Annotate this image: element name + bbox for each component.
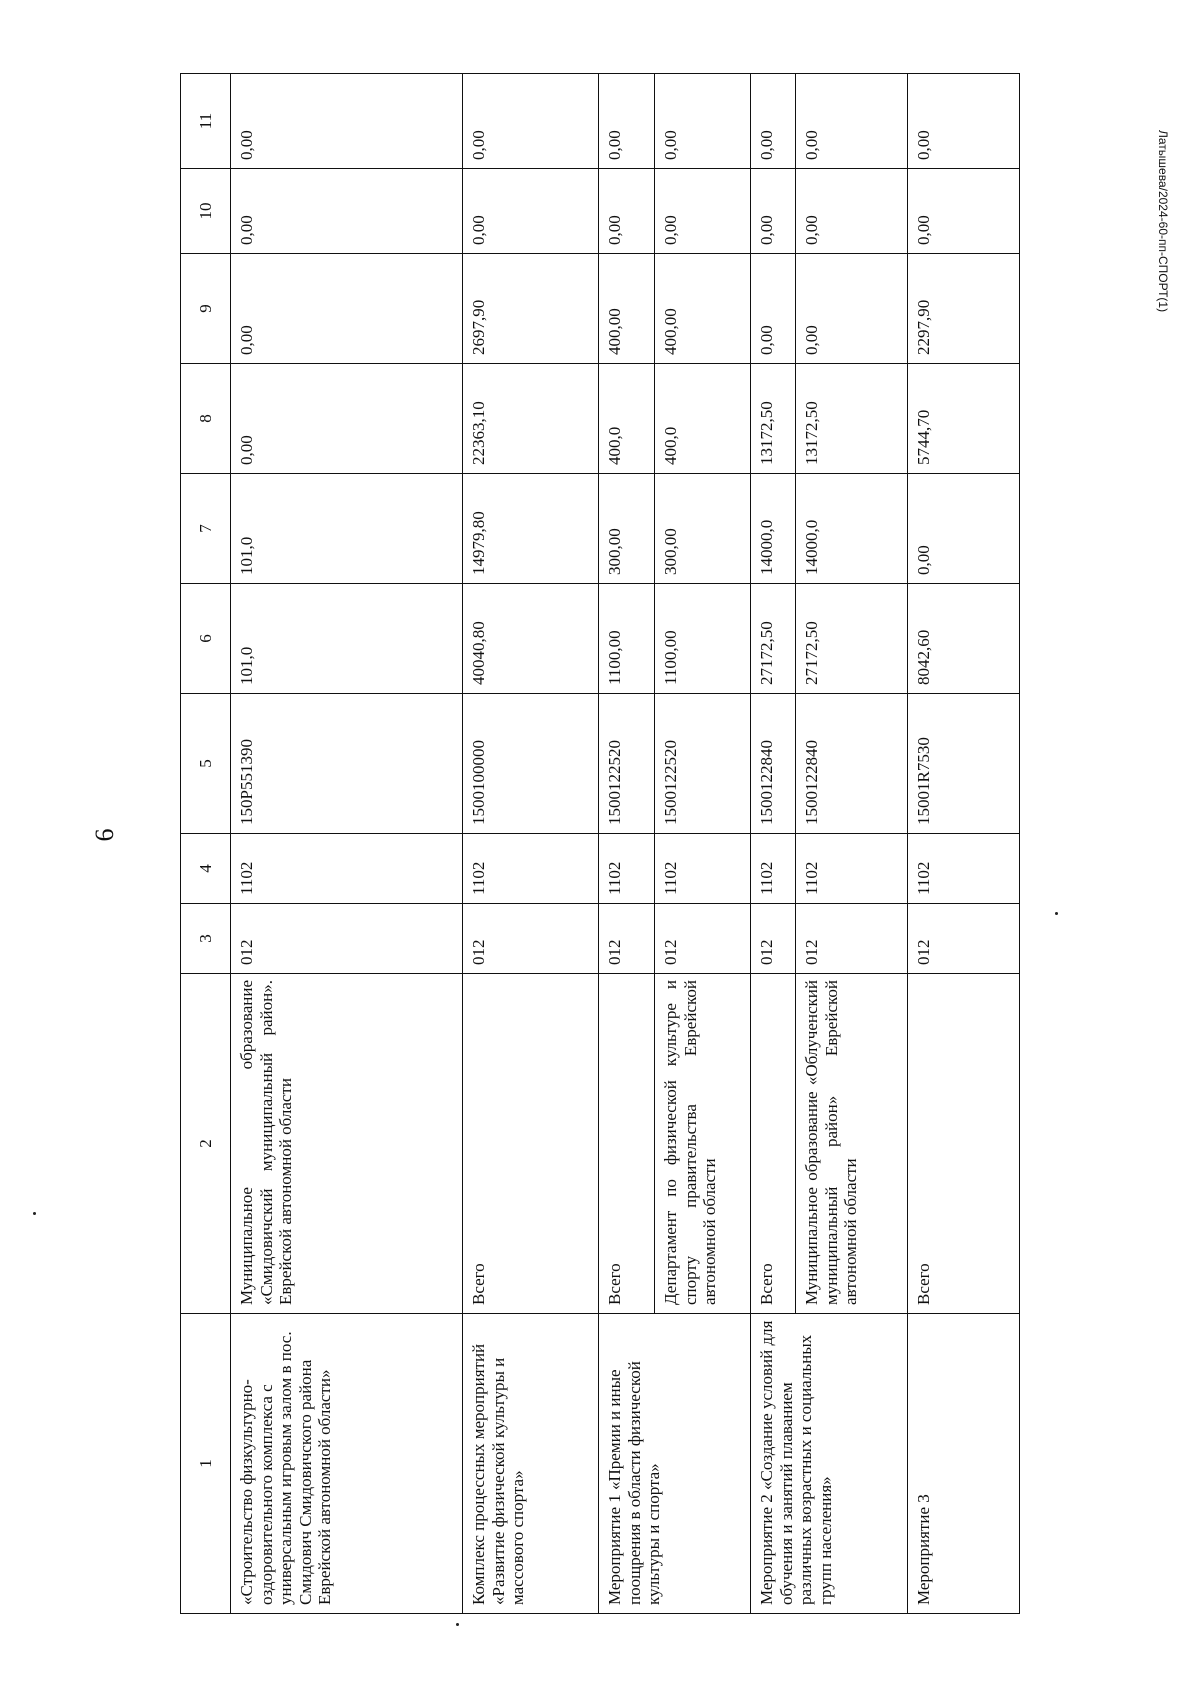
amount-cell: 5744,70 <box>908 364 1020 474</box>
scan-speck <box>33 1212 36 1215</box>
code-cell: 1102 <box>463 834 599 904</box>
amount-cell: 22363,10 <box>463 364 599 474</box>
code-cell: 150P551390 <box>231 694 463 834</box>
executor-cell: Всего <box>463 974 599 1314</box>
amount-cell: 0,00 <box>463 169 599 254</box>
amount-cell: 0,00 <box>751 74 796 169</box>
column-header: 5 <box>181 694 231 834</box>
amount-cell: 0,00 <box>908 74 1020 169</box>
code-cell: 012 <box>655 904 751 974</box>
amount-cell: 14979,80 <box>463 474 599 584</box>
table-row <box>463 74 599 1614</box>
amount-cell: 27172,50 <box>796 584 908 694</box>
amount-cell: 0,00 <box>463 74 599 169</box>
amount-cell: 101,0 <box>231 584 463 694</box>
amount-cell: 13172,50 <box>751 364 796 474</box>
activity-name-cell: «Строительство физкультурно-оздоровительного комплекса с универсальным игровым залом в пос. Смидович Смидовичского района Еврейской автономной области» <box>231 1314 463 1614</box>
code-cell: 1102 <box>599 834 655 904</box>
column-header: 1 <box>181 1314 231 1614</box>
amount-cell: 2297,90 <box>908 254 1020 364</box>
amount-cell: 101,0 <box>231 474 463 584</box>
column-header: 2 <box>181 974 231 1314</box>
executor-cell: Муниципальное образование «Смидовичский муниципальный район». Еврейской автономной области <box>231 974 463 1314</box>
code-cell: 012 <box>231 904 463 974</box>
amount-cell: 0,00 <box>231 364 463 474</box>
scan-speck <box>456 1623 459 1626</box>
amount-cell: 0,00 <box>655 74 751 169</box>
amount-cell: 2697,90 <box>463 254 599 364</box>
amount-cell: 0,00 <box>599 169 655 254</box>
code-cell: 1500122520 <box>655 694 751 834</box>
column-header: 7 <box>181 474 231 584</box>
amount-cell: 0,00 <box>796 169 908 254</box>
code-cell: 1500122840 <box>796 694 908 834</box>
executor-cell: Муниципальное образование «Облученский муниципальный район» Еврейской автономной области <box>796 974 908 1314</box>
table-row <box>599 74 655 1614</box>
code-cell: 1500122520 <box>599 694 655 834</box>
amount-cell: 400,0 <box>655 364 751 474</box>
executor-cell: Всего <box>599 974 655 1314</box>
amount-cell: 0,00 <box>796 254 908 364</box>
code-cell: 15001R7530 <box>908 694 1020 834</box>
column-header: 6 <box>181 584 231 694</box>
column-header: 4 <box>181 834 231 904</box>
table-row <box>751 74 796 1614</box>
amount-cell: 1100,00 <box>599 584 655 694</box>
amount-cell: 0,00 <box>751 169 796 254</box>
document-code: Латышева/2024-60-пп-СПОРТ(1) <box>1156 130 1170 313</box>
amount-cell: 0,00 <box>231 169 463 254</box>
amount-cell: 0,00 <box>655 169 751 254</box>
activity-name-cell: Комплекс процессных мероприятий «Развитие физической культуры и массового спорта» <box>463 1314 599 1614</box>
column-header: 10 <box>181 169 231 254</box>
amount-cell: 13172,50 <box>796 364 908 474</box>
amount-cell: 400,0 <box>599 364 655 474</box>
activity-name-cell: Мероприятие 2 «Создание условий для обучения и занятий плаванием различных возрастных и социальных групп населения» <box>751 1314 908 1614</box>
amount-cell: 0,00 <box>908 474 1020 584</box>
amount-cell: 0,00 <box>231 254 463 364</box>
scan-speck <box>1055 912 1058 915</box>
amount-cell: 0,00 <box>231 74 463 169</box>
amount-cell: 8042,60 <box>908 584 1020 694</box>
amount-cell: 0,00 <box>796 74 908 169</box>
executor-cell: Департамент по физической культуре и спорту правительства Еврейской автономной области <box>655 974 751 1314</box>
amount-cell: 400,00 <box>599 254 655 364</box>
executor-cell: Всего <box>751 974 796 1314</box>
table-row <box>231 74 463 1614</box>
amount-cell: 14000,0 <box>751 474 796 584</box>
table-row <box>908 74 1020 1614</box>
code-cell: 1500100000 <box>463 694 599 834</box>
amount-cell: 1100,00 <box>655 584 751 694</box>
column-header: 9 <box>181 254 231 364</box>
executor-cell: Всего <box>908 974 1020 1314</box>
code-cell: 012 <box>796 904 908 974</box>
amount-cell: 400,00 <box>655 254 751 364</box>
amount-cell: 40040,80 <box>463 584 599 694</box>
amount-cell: 0,00 <box>599 74 655 169</box>
amount-cell: 300,00 <box>655 474 751 584</box>
code-cell: 1102 <box>908 834 1020 904</box>
column-header: 11 <box>181 74 231 169</box>
amount-cell: 14000,0 <box>796 474 908 584</box>
code-cell: 1500122840 <box>751 694 796 834</box>
code-cell: 012 <box>751 904 796 974</box>
amount-cell: 0,00 <box>751 254 796 364</box>
page-number: 6 <box>90 828 119 842</box>
code-cell: 012 <box>908 904 1020 974</box>
activity-name-cell: Мероприятие 1 «Премии и иные поощрения в области физической культуры и спорта» <box>599 1314 751 1614</box>
amount-cell: 0,00 <box>908 169 1020 254</box>
code-cell: 1102 <box>655 834 751 904</box>
amount-cell: 300,00 <box>599 474 655 584</box>
code-cell: 012 <box>599 904 655 974</box>
budget-table <box>180 73 1020 1614</box>
column-header: 3 <box>181 904 231 974</box>
column-number-row <box>181 74 231 1614</box>
code-cell: 1102 <box>231 834 463 904</box>
code-cell: 1102 <box>796 834 908 904</box>
amount-cell: 27172,50 <box>751 584 796 694</box>
code-cell: 1102 <box>751 834 796 904</box>
code-cell: 012 <box>463 904 599 974</box>
column-header: 8 <box>181 364 231 474</box>
activity-name-cell: Мероприятие 3 <box>908 1314 1020 1614</box>
budget-table-container <box>180 74 1020 1614</box>
